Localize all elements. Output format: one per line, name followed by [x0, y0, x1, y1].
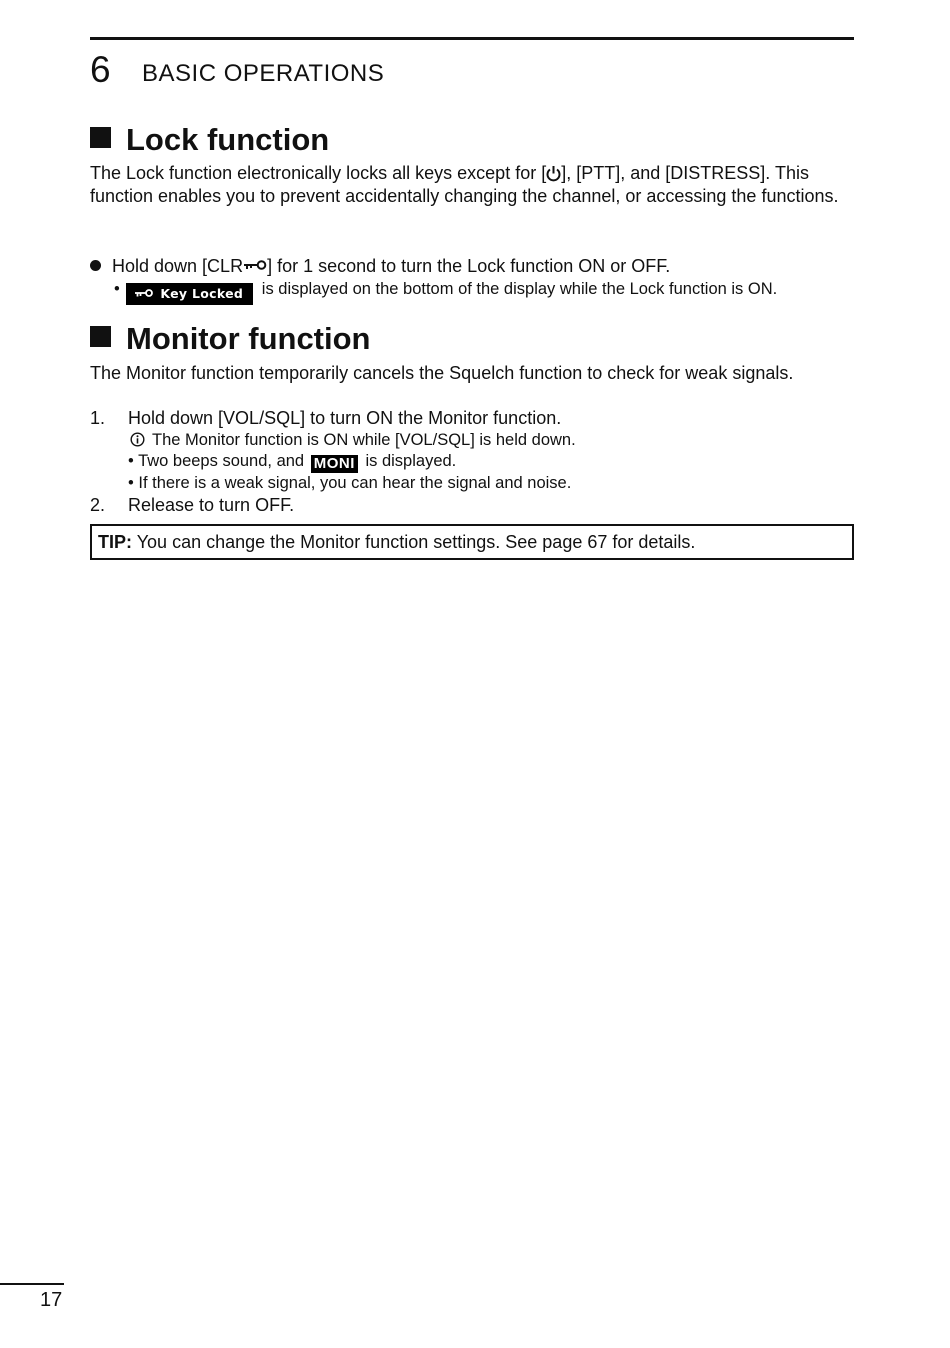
step-1-number: 1.	[90, 408, 106, 428]
monitor-sub-2: • If there is a weak signal, you can hear the signal and noise.	[128, 474, 572, 492]
square-bullet-icon	[90, 326, 111, 347]
info-icon	[130, 432, 145, 447]
tip-box	[90, 524, 854, 560]
footer-rule	[0, 1283, 64, 1285]
square-bullet-icon	[90, 127, 111, 148]
moni-badge: MONI	[311, 455, 358, 473]
monitor-note: The Monitor function is ON while [VOL/SQL] is held down.	[130, 430, 576, 451]
bullet-dot-icon	[90, 260, 101, 271]
power-icon	[546, 165, 561, 182]
top-rule	[90, 37, 854, 40]
key-icon	[243, 258, 267, 272]
chapter-title: BASIC OPERATIONS	[142, 60, 385, 87]
lock-intro: The Lock function electronically locks all keys except for [ ], [PTT], and [DISTRESS]. This function enables you to prevent accidentally changing the channel, or accessing the functions.	[90, 163, 839, 206]
monitor-section-title: Monitor function	[90, 321, 371, 357]
page-number: 17	[40, 1289, 63, 1311]
key-locked-badge: Key Locked	[126, 283, 253, 305]
lock-sub-bullet: • Key Locked is displayed on the bottom of the display while the Lock function is ON.	[114, 279, 777, 305]
monitor-sub-1: • Two beeps sound, and MONI is displayed.	[128, 452, 457, 472]
monitor-intro: The Monitor function temporarily cancels the Squelch function to check for weak signals.	[90, 363, 794, 383]
step-2-text: Release to turn OFF.	[128, 495, 295, 515]
step-2-number: 2.	[90, 495, 106, 515]
tip-text: TIP: You can change the Monitor function settings. See page 67 for details.	[98, 532, 696, 552]
key-icon	[134, 288, 154, 298]
tip-label: TIP:	[98, 532, 132, 552]
lock-bullet: Hold down [CLR ] for 1 second to turn the Lock function ON or OFF.	[90, 255, 670, 277]
lock-section-title: Lock function	[90, 122, 329, 158]
chapter-number: 6	[90, 49, 111, 90]
step-1-text: Hold down [VOL/SQL] to turn ON the Monitor function.	[128, 408, 562, 428]
